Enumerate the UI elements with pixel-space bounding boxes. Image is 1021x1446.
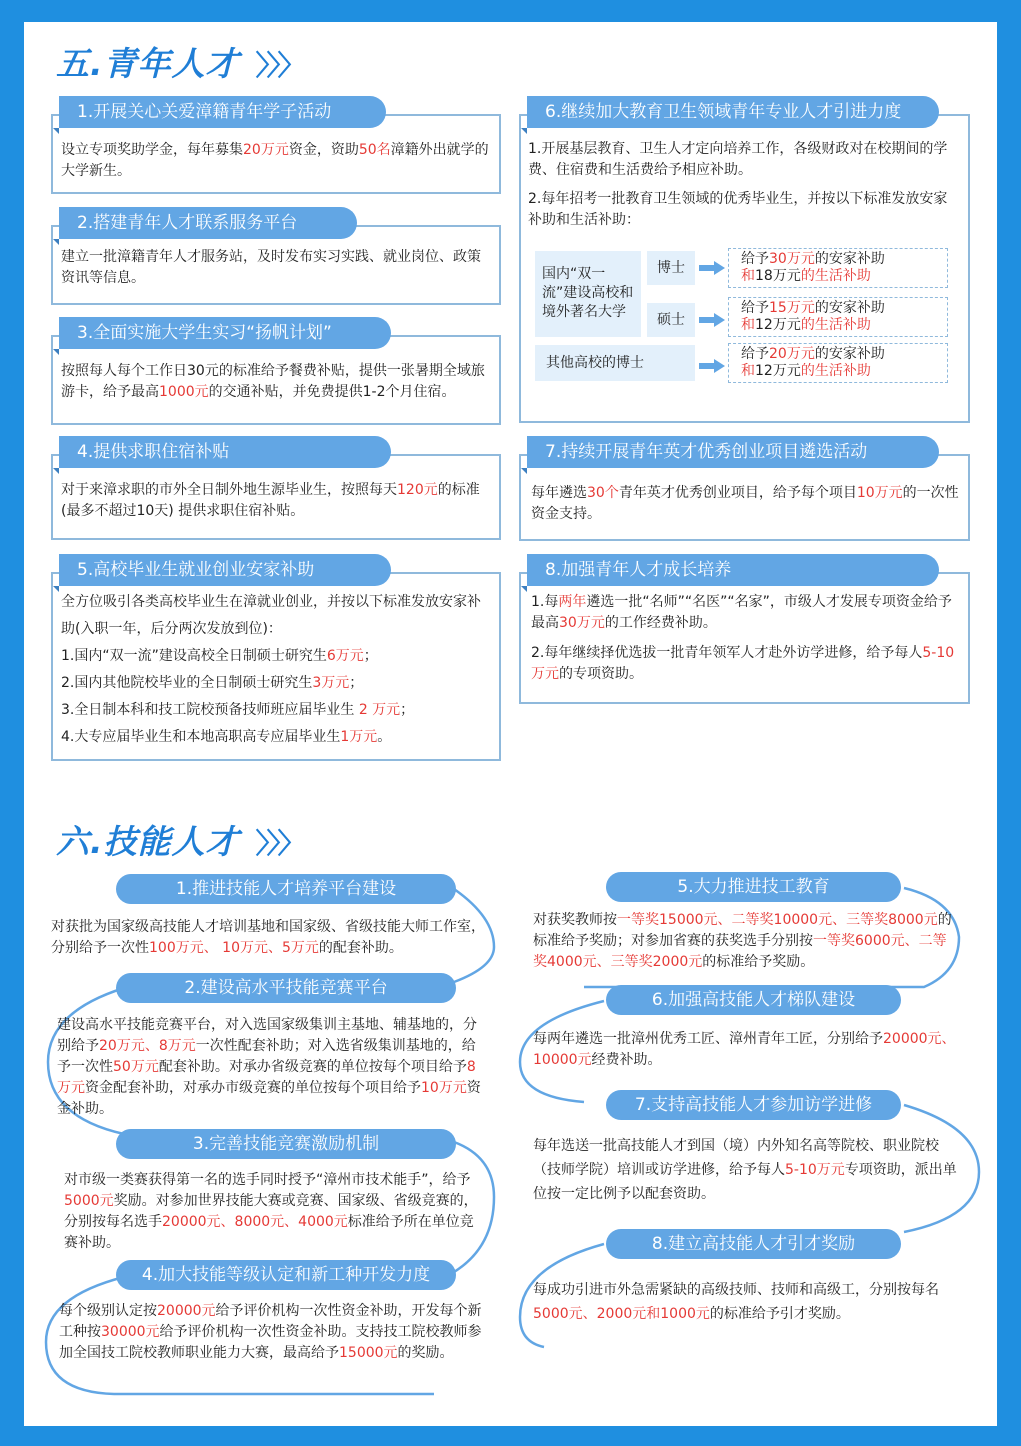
body-text: 给予评价机构一次性资金补助，开发每个新工种按 [59, 1303, 482, 1340]
highlight-text: 30万元 [769, 251, 815, 267]
skill-5-label: 5.大力推进技工教育 [606, 872, 901, 902]
body-text: ； [363, 648, 378, 664]
body-text: 的标准(最多不超过10天) 提供求职住宿补贴。 [61, 482, 480, 519]
table-master: 硕士 [647, 303, 695, 337]
table-group-2: 其他高校的博士 [535, 345, 695, 381]
highlight-text: 两年 [558, 594, 587, 610]
body-text: 资金配套补助，对承办市级竞赛的单位按每个项目给予 [85, 1080, 421, 1096]
body-text: 奖励。对参加世界技能大赛或竞赛、国家级、省级竞赛的，分别按每名选手 [64, 1193, 478, 1230]
table-phd: 博士 [647, 251, 695, 285]
skill-5-text [533, 910, 959, 973]
highlight-text: 20000元 [157, 1303, 216, 1319]
item-6-label: 6.继续加大教育卫生领域青年专业人才引进力度 [527, 96, 939, 128]
body-text: 4.大专应届毕业生和本地高职高专应届毕业生 [61, 729, 341, 745]
highlight-text: 一等奖15000元、二等奖10000元、三等奖8000元 [617, 912, 938, 928]
body-text: 资金，资助 [288, 142, 359, 158]
highlight-text: 6万元 [326, 648, 364, 664]
body-text: 遴选一批“名师”“名医”“名家”，市级人才发展专项资金给予最高 [531, 594, 952, 631]
highlight-text: 20万元、8万元 [99, 1038, 196, 1054]
skill-7-text [533, 1134, 959, 1206]
body-text: 的交通补贴，并免费提供1-2个月住宿。 [208, 384, 456, 400]
skill-6-label: 6.加强高技能人才梯队建设 [606, 985, 901, 1015]
body-text: 专项资助，派出单位按一定比例予以配套资助。 [533, 1162, 957, 1202]
body-text: 的安家补助 [814, 300, 885, 316]
skill-4-label: 4.加大技能等级认定和新工种开发力度 [116, 1260, 456, 1290]
body-text: 给予 [741, 300, 769, 316]
highlight-text: 5-10万元 [785, 1162, 845, 1178]
body-text: 配套补助。对承办省级竞赛的单位按每个项目给予 [158, 1059, 467, 1075]
body-text: 的安家补助 [814, 346, 885, 362]
body-text: 给予 [741, 346, 769, 362]
body-text: 的安家补助 [814, 251, 885, 267]
body-text: 每年遴选 [531, 485, 587, 501]
body-text: 2.每年继续择优选拔一批青年领军人才赴外访学进修，给予每人 [531, 645, 923, 661]
body-text: 的一次性资金支持。 [531, 485, 959, 522]
skill-8-label: 8.建立高技能人才引才奖励 [606, 1229, 901, 1259]
section-6-title: 六.技能人才 〉〉〉 [56, 822, 303, 861]
highlight-text: 1000元 [159, 384, 209, 400]
highlight-text: 8万元 [57, 1059, 476, 1096]
body-text: 的标准给予奖励。 [702, 954, 815, 970]
body-text: 18万元 [755, 268, 801, 284]
item-6-p1: 1.开展基层教育、卫生人才定向培养工作，各级财政对在校期间的学费、住宿费和生活费给予相应补助。 [528, 141, 948, 178]
item-3-label: 3.全面实施大学生实习“扬帆计划” [59, 317, 391, 349]
chevrons-icon: 〉〉〉 [255, 49, 303, 82]
highlight-text: 15000元 [339, 1345, 398, 1361]
highlight-text: 50名 [358, 142, 391, 158]
highlight-text: 的生活补助 [800, 268, 871, 284]
item-5-label: 5.高校毕业生就业创业安家补助 [59, 554, 391, 586]
body-text: 资金补助。 [57, 1080, 481, 1117]
item-1-label: 1.开展关心关爱漳籍青年学子活动 [59, 96, 386, 128]
body-text: 每个级别认定按 [59, 1303, 157, 1319]
body-text: 3.全日制本科和技工院校预备技师班应届毕业生 [61, 702, 359, 718]
item-4-label: 4.提供求职住宿补贴 [59, 436, 391, 468]
body-text: 对获批为国家级高技能人才培训基地和国家级、省级技能大师工作室，分别给予一次性 [51, 919, 485, 956]
highlight-text: 5000元 [64, 1193, 114, 1209]
highlight-text: 30000元 [101, 1324, 160, 1340]
skill-2-label: 2.建设高水平技能竞赛平台 [116, 973, 456, 1003]
body-text: 对于来漳求职的市外全日制外地生源毕业生，按照每天 [61, 482, 397, 498]
poster-page [24, 22, 997, 1426]
skill-1-text [51, 917, 487, 959]
body-text: 漳籍外出就学的大学新生。 [61, 142, 489, 179]
body-text: 的专项资助。 [559, 666, 643, 682]
body-text: 每年选送一批高技能人才到国（境）内外知名高等院校、职业院校（技师学院）培训或访学进修，给予每人 [533, 1138, 939, 1178]
body-text: 设立专项奖助学金，每年募集 [61, 142, 243, 158]
highlight-text: 15万元 [769, 300, 815, 316]
skill-6-text [533, 1029, 959, 1071]
highlight-text: 10万元 [856, 485, 903, 501]
body-text: 。 [377, 729, 392, 745]
item-5-intro: 全方位吸引各类高校毕业生在漳就业创业，并按以下标准发放安家补助(入职一年，后分两次发放到位)： [61, 594, 481, 637]
body-text: 的配套补助。 [318, 940, 403, 956]
body-text: 每两年遴选一批漳州优秀工匠、漳州青年工匠，分别给予 [533, 1031, 883, 1047]
highlight-text: 50万元 [113, 1059, 159, 1075]
body-text: 按照每人每个工作日30元的标准给予餐费补贴，提供一张暑期全域旅游卡，给予最高 [61, 363, 485, 400]
body-text: 青年英才优秀创业项目，给予每个项目 [618, 485, 857, 501]
skill-3-label: 3.完善技能竞赛激励机制 [116, 1129, 456, 1159]
item-7-label: 7.持续开展青年英才优秀创业项目遴选活动 [527, 436, 939, 468]
highlight-text: 20万元 [243, 142, 289, 158]
skill-1-label: 1.推进技能人才培养平台建设 [116, 874, 456, 904]
body-text: 每成功引进市外急需紧缺的高级技师、技师和高级工，分别按每名 [533, 1282, 939, 1298]
table-group-1: 国内“双一流”建设高校和境外著名大学 [535, 251, 641, 337]
highlight-text: 10万元 [421, 1080, 467, 1096]
body-text: 1.每 [531, 594, 559, 610]
body-text: ； [400, 702, 415, 718]
highlight-text: 和 [741, 268, 755, 284]
body-text: 给予 [741, 251, 769, 267]
skill-4-text [59, 1301, 483, 1364]
highlight-text: 3万元 [312, 675, 350, 691]
highlight-text: 的生活补助 [800, 317, 871, 333]
body-text: 一次性配套补助；对入选省级集训基地的，给予一次性 [57, 1038, 476, 1075]
body-text: 2.国内其他院校毕业的全日制硕士研究生 [61, 675, 313, 691]
skill-7-label: 7.支持高技能人才参加访学进修 [606, 1090, 901, 1120]
highlight-text: 30个 [587, 485, 619, 501]
body-text: 12万元 [755, 317, 801, 333]
highlight-text: 120元 [397, 482, 438, 498]
highlight-text: 和 [741, 317, 755, 333]
body-text: 12万元 [755, 363, 801, 379]
highlight-text: 和 [741, 363, 755, 379]
body-text: 的标准给予奖励；对参加省赛的获奖选手分别按 [533, 912, 952, 949]
highlight-text: 2 万元 [358, 702, 401, 718]
body-text: 对市级一类赛获得第一名的选手同时授予“漳州市技术能手”，给予 [64, 1172, 471, 1188]
highlight-text: 5-10万元 [531, 645, 955, 682]
highlight-text: 的生活补助 [800, 363, 871, 379]
highlight-text: 1万元 [340, 729, 378, 745]
item-2-text: 建立一批漳籍青年人才服务站，及时发布实习实践、就业岗位、政策资讯等信息。 [61, 249, 481, 286]
skill-2-text [57, 1015, 487, 1120]
body-text: 经费补助。 [591, 1052, 662, 1068]
chevrons-icon: 〉〉〉 [255, 827, 303, 860]
body-text: 的奖励。 [397, 1345, 454, 1361]
highlight-text: 20万元 [769, 346, 815, 362]
skill-3-text [64, 1170, 482, 1254]
item-2-label: 2.搭建青年人才联系服务平台 [59, 207, 357, 239]
highlight-text: 20000元、10000元 [533, 1031, 956, 1068]
item-8-label: 8.加强青年人才成长培养 [527, 554, 939, 586]
highlight-text: 100万元、 10万元、5万元 [149, 940, 319, 956]
highlight-text: 5000元、2000元和1000元 [533, 1306, 710, 1322]
highlight-text: 20000元、8000元、4000元 [162, 1214, 348, 1230]
body-text: 标准给予所在单位竞赛补助。 [64, 1214, 474, 1251]
skill-8-text [533, 1278, 959, 1326]
highlight-text: 30万元 [559, 615, 605, 631]
body-text: 建设高水平技能竞赛平台，对入选国家级集训主基地、辅基地的，分别给予 [57, 1017, 477, 1054]
body-text: 对获奖教师按 [533, 912, 617, 928]
body-text: 的工作经费补助。 [604, 615, 717, 631]
section-5-title: 五.青年人才 〉〉〉 [56, 44, 303, 83]
body-text: 的标准给予引才奖励。 [709, 1306, 850, 1322]
body-text: 1.国内“双一流”建设高校全日制硕士研究生 [61, 648, 327, 664]
body-text: ； [349, 675, 364, 691]
body-text: 给予评价机构一次性资金补助。支持技工院校教师参加全国技工院校教师职业能力大赛，最高给予 [59, 1324, 482, 1361]
highlight-text: 一等奖6000元、二等奖4000元、三等奖2000元 [533, 933, 947, 970]
item-6-p2: 2.每年招考一批教育卫生领域的优秀毕业生，并按以下标准发放安家补助和生活补助： [528, 191, 948, 228]
